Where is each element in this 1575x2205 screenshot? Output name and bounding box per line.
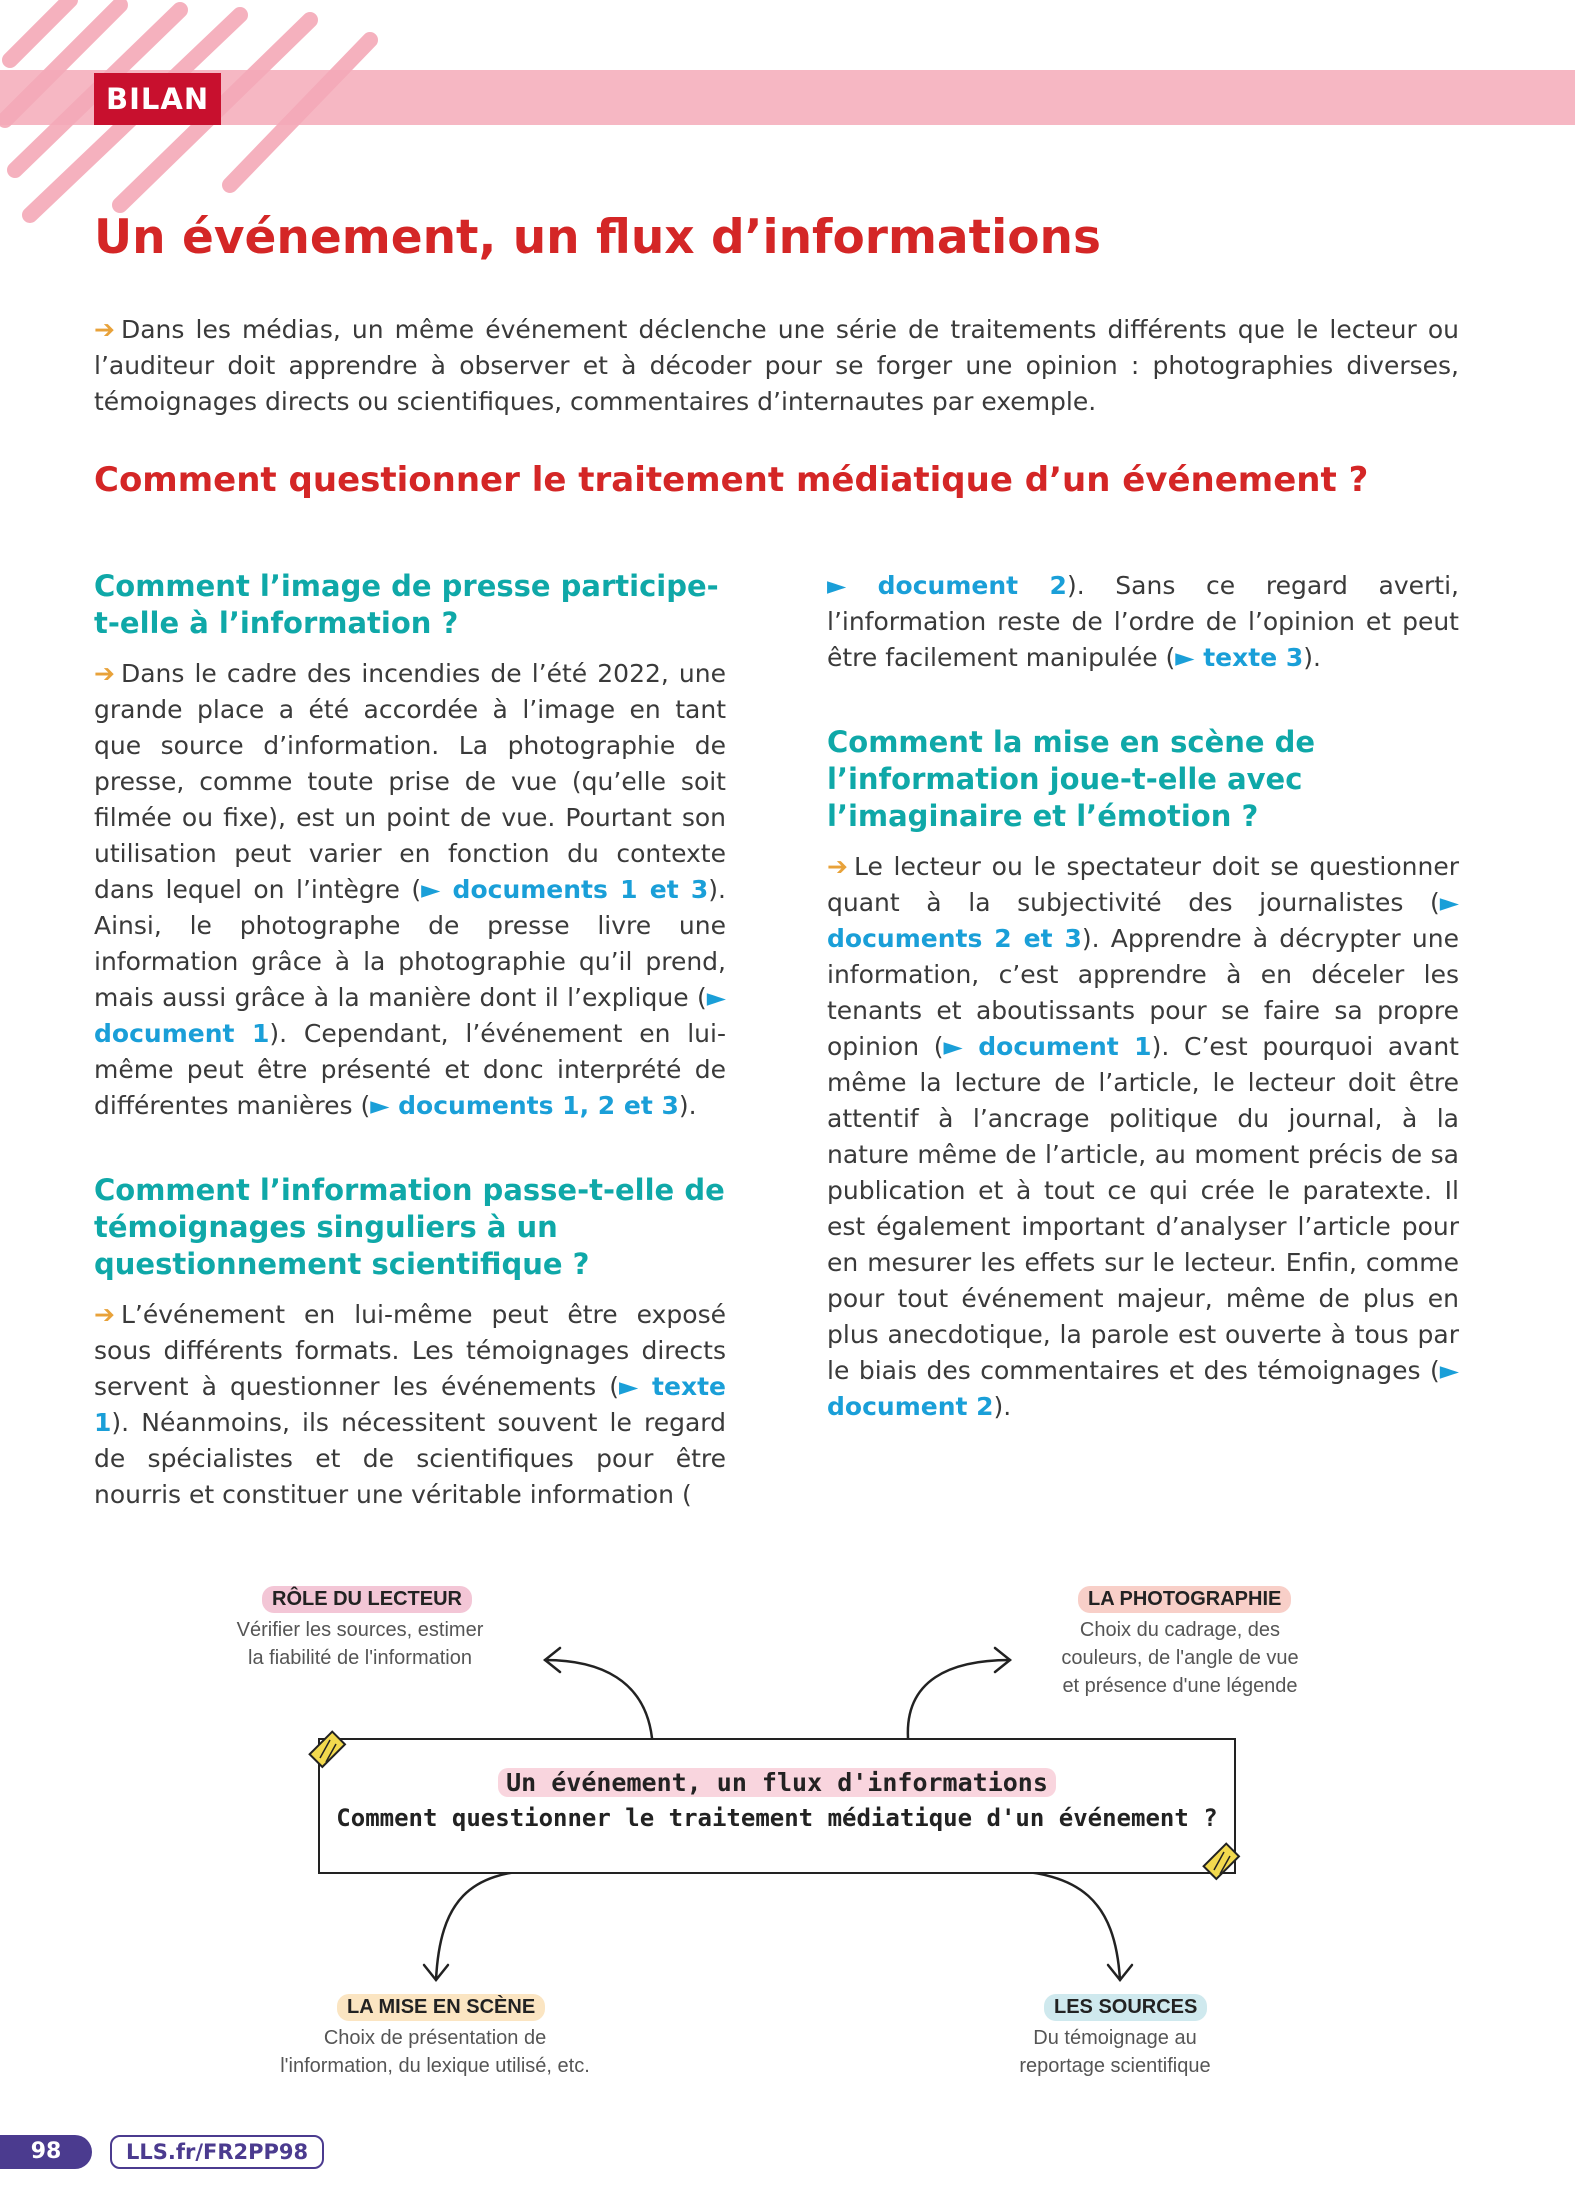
ref-texte-1[interactable]: ► texte 1 (94, 1372, 726, 1437)
ref-texte-3[interactable]: ► texte 3 (1175, 643, 1304, 672)
right-column (827, 568, 1459, 1425)
page-number: 98 (0, 2135, 92, 2169)
node-sources-desc: Du témoignage au reportage scientifique (1019, 2027, 1211, 2077)
ref-documents-2-3[interactable]: ► documents 2 et 3 (827, 888, 1459, 953)
left-column (94, 568, 726, 1513)
ref-document-1[interactable]: ► document 1 (943, 1032, 1152, 1061)
node-mise-en-scene-desc: Choix de présentation de l'information, du lexique utilisé, etc. (280, 2027, 590, 2077)
section3-heading: Comment la mise en scène de l’information joue-t-elle avec l’imaginaire et l’émotion ? (827, 725, 1316, 833)
section2-paragraph-part1: ➔ L’événement en lui-même peut être exposé sous différents formats. Les témoignages directs servent à questionner les événements (► texte 1). Néanmoins, ils nécessitent souvent le regard de spécialistes et de scientifiques pour être nourris et constituer une véritable information ( (94, 1300, 726, 1509)
bilan-badge: BILAN (94, 73, 221, 125)
arrow-right-icon: ➔ (827, 852, 848, 881)
main-question: Comment questionner le traitement médiatique d’un événement ? (94, 460, 1369, 500)
ref-document-2[interactable]: ► document 2 (827, 571, 1067, 600)
mind-map-diagram (0, 1560, 1575, 2120)
intro-paragraph (94, 312, 1459, 420)
center-title: Un événement, un flux d'informations (320, 1768, 1234, 1797)
section1-paragraph: ➔ Dans le cadre des incendies de l’été 2022, une grande place a été accordée à l’image en tant que source d’information. La photographie de presse, comme toute prise de vue (qu’elle soit filmée ou fixe), est un point de vue. Pourtant son utilisation peut varier en fonction du contexte dans lequel on l’intègre (► documents 1 et 3). Ainsi, le photographe de presse livre une information grâce à la photographie qu’il prend, mais aussi grâce à la manière dont il l’explique (► document 1). Cependant, l’événement en lui-même peut être présenté et donc interprété de différentes manières (► documents 1, 2 et 3). (94, 659, 726, 1120)
node-role-du-lecteur-desc: Vérifier les sources, estimer la fiabilité de l'information (236, 1619, 484, 1669)
node-sources-label: LES SOURCES (1044, 1994, 1207, 2021)
tape-bottom-right-icon (1200, 1840, 1244, 1884)
ref-document-2[interactable]: ► document 2 (827, 1356, 1459, 1421)
section2-heading: Comment l’information passe-t-elle de témoignages singuliers à un questionnement scientifique ? (94, 1173, 725, 1281)
ref-document-1[interactable]: ► document 1 (94, 983, 726, 1048)
node-role-du-lecteur-label: RÔLE DU LECTEUR (262, 1586, 472, 1613)
section3-paragraph: ➔ Le lecteur ou le spectateur doit se questionner quant à la subjectivité des journalistes (► documents 2 et 3). Apprendre à décrypter une information, c’est apprendre à en déceler les tenants et aboutissants pour se faire sa propre opinion (► document 1). C’est pourquoi avant même la lecture de l’article, le lecteur doit être attentif à l’ancrage politique du journal, à la nature même de l’article, au moment précis de sa publication et à tout ce qui crée le paratexte. Il est également important d’analyser l’article pour en mesurer les effets sur le lecteur. Enfin, comme pour tout événement majeur, même de plus en plus anecdotique, la parole est ouverte à tous par le biais des commentaires et des témoignages (► document 2). (827, 852, 1459, 1421)
lls-link[interactable]: LLS.fr/FR2PP98 (110, 2135, 324, 2169)
arrow-right-icon: ➔ (94, 1300, 115, 1329)
arrow-right-icon: ➔ (94, 659, 115, 688)
tape-top-left-icon (306, 1728, 350, 1772)
intro-text: Dans les médias, un même événement déclenche une série de traitements différents que le lecteur ou l’auditeur doit apprendre à observer et à décoder pour se forger une opinion : photographies diverses, témoignages directs ou scientifiques, commentaires d’internautes par exemple. (94, 315, 1459, 416)
node-photographie-desc: Choix du cadrage, des couleurs, de l'angle de vue et présence d'une légende (1061, 1619, 1299, 1697)
center-box (318, 1738, 1236, 1874)
arrow-right-icon: ➔ (94, 315, 115, 344)
ref-documents-1-3[interactable]: ► documents 1 et 3 (421, 875, 709, 904)
center-question: Comment questionner le traitement médiatique d'un événement ? (336, 1804, 1218, 1832)
node-photographie-label: LA PHOTOGRAPHIE (1078, 1586, 1291, 1613)
ref-documents-1-2-3[interactable]: ► documents 1, 2 et 3 (370, 1091, 679, 1120)
section1-heading: Comment l’image de presse participe-t-elle à l’information ? (94, 569, 719, 640)
page-title: Un événement, un flux d’informations (94, 210, 1101, 265)
connector-mise-en-scene (436, 1870, 540, 1980)
section2-paragraph-part2: ► document 2). Sans ce regard averti, l’information reste de l’ordre de l’opinion et peut être facilement manipulée (► texte 3). (827, 571, 1459, 672)
node-mise-en-scene-label: LA MISE EN SCÈNE (337, 1994, 545, 2021)
connector-sources (1000, 1870, 1120, 1980)
